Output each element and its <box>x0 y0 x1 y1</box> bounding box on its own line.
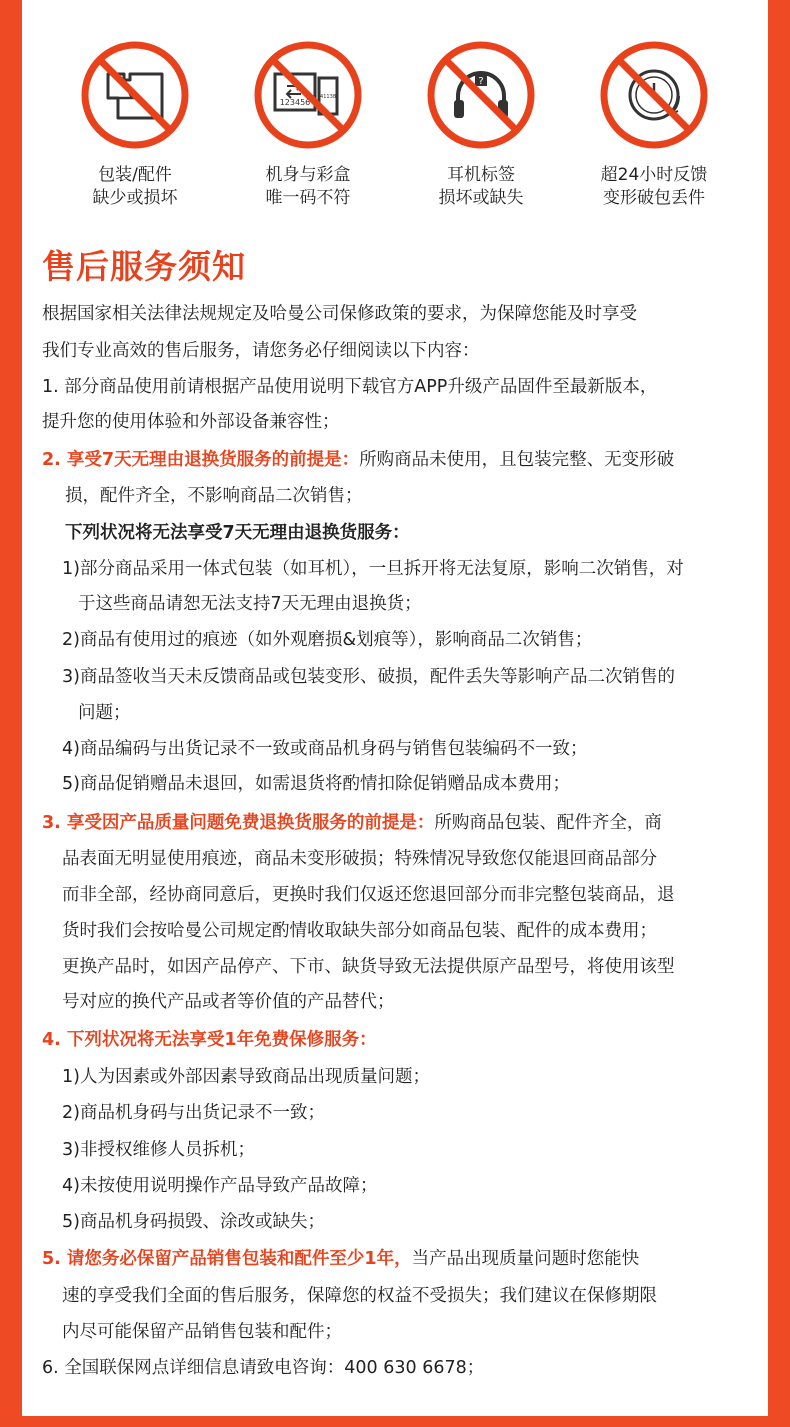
item2-line <box>42 448 674 472</box>
item4-lead: 4. 下列状况将无法享受1年免费保修服务： <box>42 1030 377 1050</box>
item2-sub: 5)商品促销赠品未退回，如需退货将酌情扣除促销赠品成本费用； <box>62 774 570 794</box>
item5-line <box>42 1247 639 1271</box>
item5-cont: 速的享受我们全面的售后服务，保障您的权益不受损失；我们建议在保修期限 <box>62 1286 657 1306</box>
item2-lead: 2. 享受7天无理由退换货服务的前提是： <box>42 450 360 470</box>
item3-rest: 所购商品包装、配件齐全，商 <box>434 813 662 833</box>
item2-rest: 所购商品未使用，且包装完整、无变形破 <box>359 450 675 470</box>
caption-line: 耳机标签 <box>447 165 515 185</box>
item3-cont: 而非全部，经协商同意后，更换时我们仅返还您退回部分而非完整包装商品，退 <box>62 885 675 905</box>
item3-cont: 品表面无明显使用痕迹，商品未变形破损；特殊情况导致您仅能退回商品部分 <box>62 849 657 869</box>
item2-sub: 3)商品签收当天未反馈商品或包装变形、破损，配件丢失等影响产品二次销售的 <box>62 667 675 687</box>
item2-sub: 2)商品有使用过的痕迹（如外观磨损&划痕等），影响商品二次销售； <box>62 630 593 650</box>
item4-sub: 2)商品机身码与出货记录不一致； <box>62 1103 325 1123</box>
notice-card <box>22 0 768 1416</box>
timeout-24h-icon <box>599 40 709 150</box>
item2-cont: 损，配件齐全，不影响商品二次销售； <box>65 486 363 506</box>
item2-sub: 于这些商品请恕无法支持7天无理由退换货； <box>78 594 422 614</box>
icon-caption-timeout <box>574 164 734 210</box>
item2-sub-title: 下列状况将无法享受7天无理由退换货服务： <box>65 523 410 543</box>
caption-line: 变形破包丢件 <box>603 188 705 208</box>
item1-line: 提升您的使用体验和外部设备兼容性； <box>42 412 340 432</box>
caption-line: 包装/配件 <box>98 165 172 185</box>
package-accessory-icon <box>80 40 190 150</box>
item2-sub: 问题； <box>78 703 131 723</box>
item2-sub: 4)商品编码与出货记录不一致或商品机身码与销售包装编码不一致； <box>62 739 588 759</box>
item4-sub: 3)非授权维修人员拆机； <box>62 1140 255 1160</box>
page-title: 售后服务须知 <box>42 247 246 286</box>
icon-caption-headphone <box>401 164 561 210</box>
intro-line: 根据国家相关法律法规规定及哈曼公司保修政策的要求，为保障您能及时享受 <box>42 304 637 324</box>
headphone-label-icon <box>426 40 536 150</box>
caption-line: 超24小时反馈 <box>600 165 708 185</box>
item3-cont: 货时我们会按哈曼公司规定酌情收取缺失部分如商品包装、配件的成本费用； <box>62 921 657 941</box>
item3-cont: 号对应的换代产品或者等价值的产品替代； <box>62 992 395 1012</box>
device-box-mismatch-icon <box>253 40 363 150</box>
item5-rest: 当产品出现质量问题时您能快 <box>411 1249 640 1269</box>
item2-sub: 1)部分商品采用一体式包装（如耳机），一旦拆开将无法复原，影响二次销售，对 <box>62 559 684 579</box>
item5-lead: 5. 请您务必保留产品销售包装和配件至少1年， <box>42 1249 412 1269</box>
device-code-text: 41138 <box>320 94 336 100</box>
intro-line: 我们专业高效的售后服务，请您务必仔细阅读以下内容： <box>42 341 480 361</box>
icon-caption-package <box>55 164 215 210</box>
item4-sub: 1)人为因素或外部因素导致商品出现质量问题； <box>62 1067 430 1087</box>
svg-text:?: ? <box>478 76 484 87</box>
item1-line: 1. 部分商品使用前请根据产品使用说明下载官方APP升级产品固件至最新版本， <box>42 377 658 397</box>
item3-cont: 更换产品时，如因产品停产、下市、缺货导致无法提供原产品型号，将使用该型 <box>62 957 675 977</box>
icon-row <box>22 0 768 220</box>
caption-line: 缺少或损坏 <box>92 188 178 208</box>
item3-line <box>42 811 662 835</box>
item4-sub: 4)未按使用说明操作产品导致产品故障； <box>62 1176 378 1196</box>
box-code-text: 123456 <box>279 98 311 107</box>
item6-line: 6. 全国联保网点详细信息请致电咨询：400 630 6678； <box>42 1358 485 1378</box>
caption-line: 唯一码不符 <box>265 188 351 208</box>
item5-cont: 内尽可能保留产品销售包装和配件； <box>62 1322 342 1342</box>
caption-line: 损坏或缺失 <box>438 188 524 208</box>
caption-line: 机身与彩盒 <box>265 165 351 185</box>
item3-lead: 3. 享受因产品质量问题免费退换货服务的前提是： <box>42 813 435 833</box>
icon-caption-device <box>228 164 388 210</box>
item4-sub: 5)商品机身码损毁、涂改或缺失； <box>62 1212 325 1232</box>
